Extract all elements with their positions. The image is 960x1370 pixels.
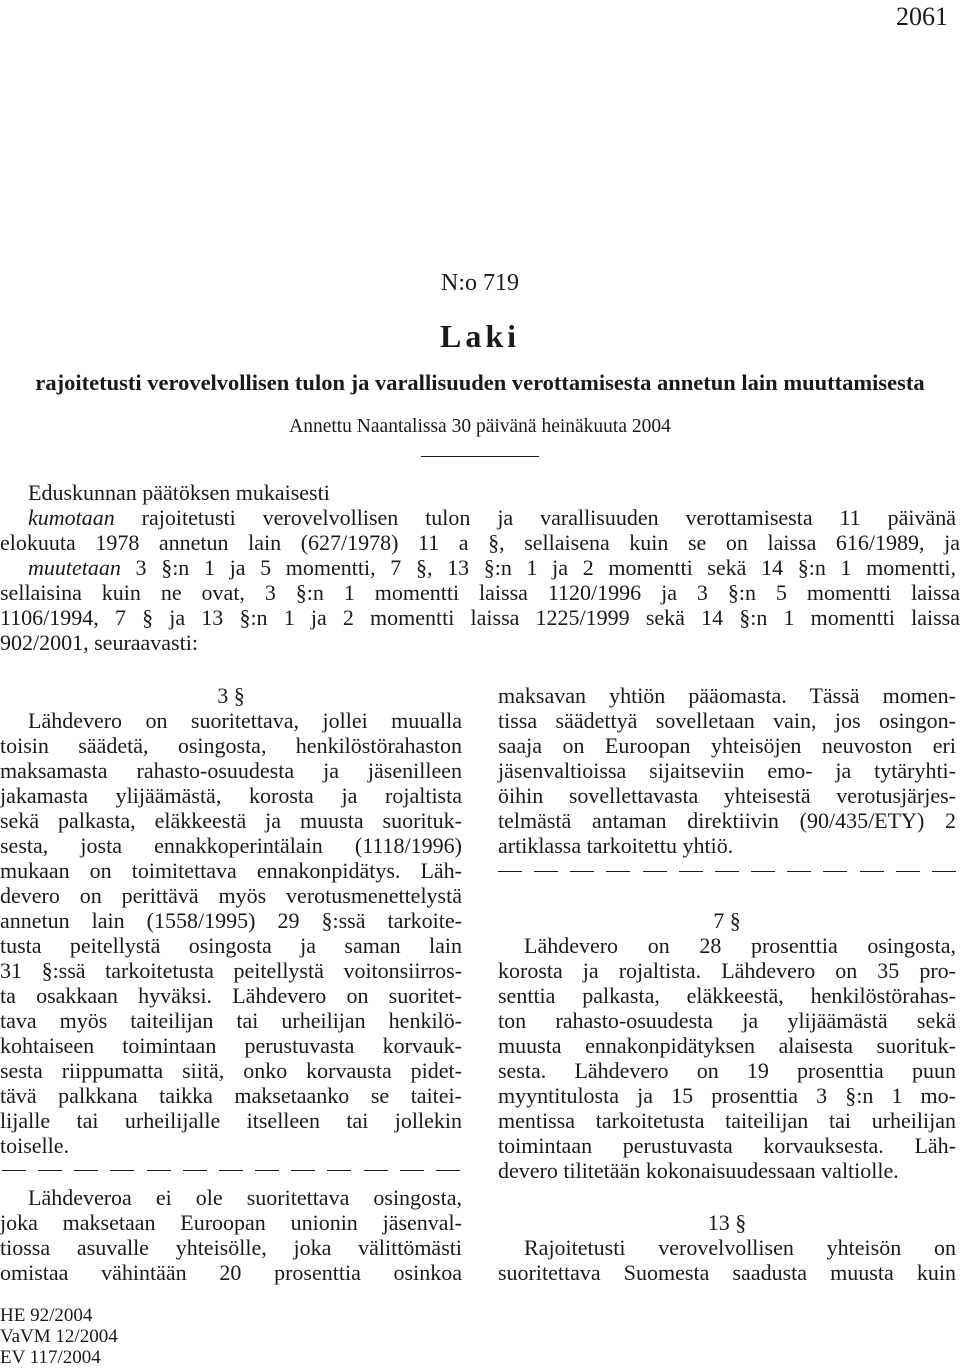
text-line: mentissa tarkoitetusta taiteilijan tai urheilijan (498, 1108, 956, 1133)
text-line: toisin säädetä, osingosta, henkilöstörahaston (0, 733, 462, 758)
text-line: lijalle tai urheilijalle itselleen tai jollekin (0, 1108, 462, 1133)
text-line: omistaa vähintään 20 prosenttia osinkoa (0, 1260, 462, 1285)
text-line: sekä palkasta, eläkkeestä ja muusta suorituk- (0, 808, 462, 833)
preamble-line: elokuuta 1978 annetun lain (627/1978) 11 a §, sellaisena kuin se on laissa 616/1989, ja (0, 530, 960, 555)
reference-vavm: VaVM 12/2004 (0, 1326, 118, 1347)
text-line: saaja on Euroopan yhteisöjen neuvoston eri (498, 733, 956, 758)
text-line: joka maksetaan Euroopan unionin jäsenval- (0, 1210, 462, 1235)
preamble-line (28, 505, 956, 530)
text-line: tava myös taiteilijan tai urheilijan henkilö- (0, 1008, 462, 1033)
text-line: tissa säädettyä sovelletaan vain, jos osingon- (498, 708, 956, 733)
text-line: ton rahasto-osuudesta ja ylijäämästä sekä (498, 1008, 956, 1033)
text-line: annetun lain (1558/1995) 29 §:ssä tarkoite- (0, 908, 462, 933)
preamble-line: 902/2001, seuraavasti: (0, 630, 198, 655)
title-rule (421, 456, 539, 457)
text-line: tiossa asuvalle yhteisölle, joka välittömästi (0, 1235, 462, 1260)
text-line: jäsenvaltioissa sijaitseviin emo- ja tytäryhti- (498, 758, 956, 783)
preamble-keyword: kumotaan (28, 505, 115, 530)
preamble-line (28, 555, 956, 580)
text-line: tusta peitellystä osingosta ja saman lain (0, 933, 462, 958)
text-line: 31 §:ssä tarkoitetusta peitellystä voitonsiirros- (0, 958, 462, 983)
preamble-line: 1106/1994, 7 § ja 13 §:n 1 ja 2 momentti laissa 1225/1999 sekä 14 §:n 1 momentti laissa (0, 605, 960, 630)
section-heading: 3 § (217, 683, 245, 708)
text-line: maksavan yhtiön pääomasta. Tässä momen- (498, 683, 956, 708)
preamble-line: sellaisina kuin ne ovat, 3 §:n 1 momentti laissa 1120/1996 ja 3 §:n 5 momentti laissa (0, 580, 960, 605)
statute-number: N:o 719 (441, 270, 519, 296)
preamble-line: Eduskunnan päätöksen mukaisesti (28, 480, 330, 505)
text-line: sesta. Lähdevero on 19 prosenttia puun (498, 1058, 956, 1083)
text-line: toimintaan perustuvasta korvauksesta. Läh- (498, 1133, 956, 1158)
preamble-text: 3 §:n 1 ja 5 momentti, 7 §, 13 §:n 1 ja 2 momentti sekä 14 §:n 1 momentti, (120, 555, 956, 580)
text-line: sesta riippumatta siitä, onko korvausta pidet- (0, 1058, 462, 1083)
text-line: Rajoitetusti verovelvollisen yhteisön on (524, 1235, 956, 1260)
text-line: jakamasta ylijäämästä, korosta ja rojaltista (0, 783, 462, 808)
text-line: senttia palkasta, eläkkeestä, henkilöstörahas- (498, 983, 956, 1008)
text-line: maksamasta rahasto-osuudesta ja jäsenilleen (0, 758, 462, 783)
text-line: toiselle. (0, 1133, 70, 1158)
preamble-keyword: muutetaan (28, 555, 121, 580)
preamble-text: rajoitetusti verovelvollisen tulon ja varallisuuden verottamisesta 11 päivänä (114, 505, 956, 530)
section-heading: 7 § (713, 908, 741, 933)
text-line: devero on perittävä myös verotusmenettelystä (0, 883, 462, 908)
text-line: artiklassa tarkoitettu yhtiö. (498, 833, 734, 858)
text-line: mukaan on toimitettava ennakonpidätys. Läh- (0, 858, 462, 883)
text-line: Lähdevero on 28 prosenttia osingosta, (524, 933, 956, 958)
section-heading: 13 § (707, 1210, 747, 1235)
text-line: Lähdevero on suoritettava, jollei muualla (28, 708, 462, 733)
document-type: Laki (439, 318, 521, 354)
text-line: öihin sovellettavasta yhteisestä verotusjärjes- (498, 783, 956, 808)
text-line: muusta ennakonpidätyksen alaisesta suorituk- (498, 1033, 956, 1058)
text-line: devero tilitetään kokonaisuudessaan valtiolle. (498, 1158, 899, 1183)
reference-ev: EV 117/2004 (0, 1347, 101, 1368)
document-title: rajoitetusti verovelvollisen tulon ja varallisuuden verottamisesta annetun lain muuttamisesta (35, 370, 925, 395)
text-line: Lähdeveroa ei ole suoritettava osingosta, (28, 1185, 462, 1210)
text-line: telmästä antaman direktiivin (90/435/ETY) 2 (498, 808, 956, 833)
text-line: korosta ja rojaltista. Lähdevero on 35 pro- (498, 958, 956, 983)
legislative-references (0, 1305, 118, 1368)
page-number: 2061 (896, 2, 948, 31)
text-line: tävä palkkana taikka maksetaanko se taitei- (0, 1083, 462, 1108)
text-line: suoritettava Suomesta saadusta muusta kuin (498, 1260, 956, 1285)
text-line: ta osakkaan hyväksi. Lähdevero on suoritet- (0, 983, 462, 1008)
text-line: sesta, josta ennakkoperintälain (1118/1996) (0, 833, 462, 858)
enactment-date: Annettu Naantalissa 30 päivänä heinäkuuta 2004 (289, 416, 671, 437)
text-line: myyntitulosta ja 15 prosenttia 3 §:n 1 mo- (498, 1083, 956, 1108)
reference-he: HE 92/2004 (0, 1305, 93, 1326)
text-line: kohtaiseen toimintaan perustuvasta korvauk- (0, 1033, 462, 1058)
